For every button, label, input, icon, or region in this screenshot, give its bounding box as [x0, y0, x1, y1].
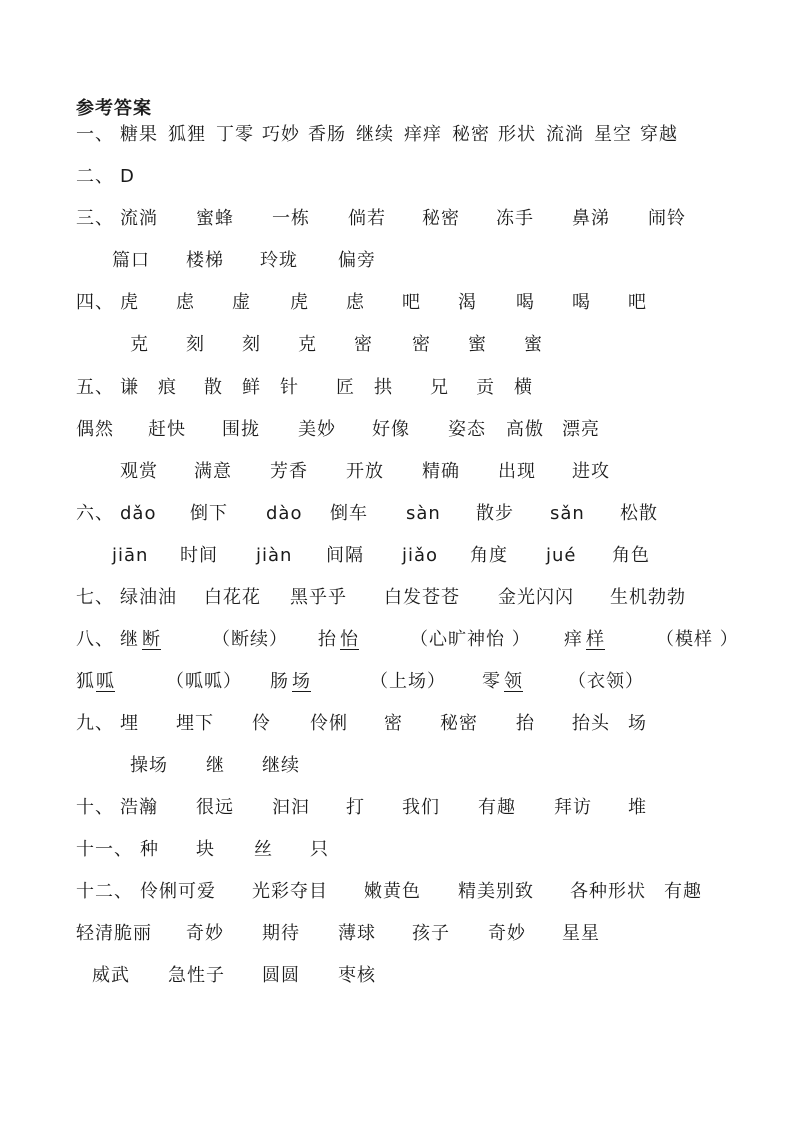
answer-word: 孩子: [412, 923, 450, 944]
answer-word: 场: [292, 671, 311, 692]
section-number: 八、: [76, 629, 114, 650]
answer-word: 继: [120, 629, 139, 650]
answer-word: 嫩黄色: [364, 881, 421, 902]
answer-word: 散步: [476, 503, 514, 524]
section-number: 十、: [76, 797, 114, 818]
answer-word: 横: [514, 377, 533, 398]
answer-word: 秘密: [440, 713, 478, 734]
answer-word: 薄球: [338, 923, 376, 944]
answer-line: [0, 205, 800, 233]
answer-word: 蜜: [524, 334, 543, 355]
answer-word: 只: [310, 839, 329, 860]
answer-word: 楼梯: [186, 250, 224, 271]
answer-word: 埋: [120, 713, 139, 734]
answer-line: [0, 794, 800, 822]
answer-line: [0, 416, 800, 444]
answer-word: 抬: [516, 713, 535, 734]
answer-word: 好像: [372, 419, 410, 440]
answer-word: 轻清脆丽: [76, 923, 152, 944]
answer-word: sàn: [406, 503, 441, 524]
answer-line: [0, 836, 800, 864]
answer-word: 狐狸: [168, 124, 206, 145]
answer-word: 有趣: [664, 881, 702, 902]
answer-word: 角色: [612, 545, 650, 566]
answer-word: 密: [354, 334, 373, 355]
answer-word: jué: [546, 545, 577, 566]
answer-word: 篇口: [112, 250, 150, 271]
answer-word: 继续: [262, 755, 300, 776]
answer-word: 秘密: [452, 124, 490, 145]
answer-word: 秘密: [422, 208, 460, 229]
answer-line: [0, 752, 800, 780]
answer-word: 抬头: [572, 713, 610, 734]
answer-word: 浩瀚: [120, 797, 158, 818]
answer-word: 肠: [270, 671, 289, 692]
answer-word: 场: [628, 713, 647, 734]
answer-word: 开放: [346, 461, 384, 482]
section-number: 七、: [76, 587, 114, 608]
answer-word: 蜜蜂: [196, 208, 234, 229]
answer-word: 吧: [402, 292, 421, 313]
answer-word: 刻: [242, 334, 261, 355]
answer-word: jiàn: [256, 545, 293, 566]
answer-word: 香肠: [308, 124, 346, 145]
answer-word: 金光闪闪: [498, 587, 574, 608]
section-number: 五、: [76, 377, 114, 398]
answer-word: 喝: [516, 292, 535, 313]
answer-word: 块: [196, 839, 215, 860]
answer-word: 角度: [470, 545, 508, 566]
answer-word: dào: [266, 503, 303, 524]
answer-word: 谦: [120, 377, 139, 398]
answer-word: 密: [412, 334, 431, 355]
answer-word: 打: [346, 797, 365, 818]
answer-word: 倒下: [190, 503, 228, 524]
answer-word: 时间: [180, 545, 218, 566]
answer-word: 操场: [130, 755, 168, 776]
answer-word: 汩汩: [272, 797, 310, 818]
answer-word: 密: [384, 713, 403, 734]
answer-word: 围拢: [222, 419, 260, 440]
section-number: 十一、: [76, 839, 133, 860]
answer-word: 渴: [458, 292, 477, 313]
answer-word: 伶: [252, 713, 271, 734]
answer-word: 鼻涕: [572, 208, 610, 229]
answer-word: 松散: [620, 503, 658, 524]
answer-word: 伶俐可爱: [140, 881, 216, 902]
section-number: 六、: [76, 503, 114, 524]
section-number: 一、: [76, 124, 114, 145]
answer-line: [0, 163, 800, 191]
answer-word: 黑乎乎: [290, 587, 347, 608]
answer-word: 领: [504, 671, 523, 692]
answer-word: dǎo: [120, 503, 157, 524]
answer-word: 虑: [346, 292, 365, 313]
answer-word: 怡: [340, 629, 359, 650]
answer-line: [0, 247, 800, 275]
answer-word: D: [120, 166, 135, 187]
answer-word: 姿态: [448, 419, 486, 440]
answer-word: 贡: [476, 377, 495, 398]
answer-word: 赶快: [148, 419, 186, 440]
answer-line: [0, 626, 800, 654]
answer-word: 芳香: [270, 461, 308, 482]
section-number: 九、: [76, 713, 114, 734]
section-number: 十二、: [76, 881, 133, 902]
answer-line: [0, 584, 800, 612]
answer-word: 散: [204, 377, 223, 398]
answer-word: 痒: [564, 629, 583, 650]
answer-word: 巧妙: [262, 124, 300, 145]
answer-word: 虎: [120, 292, 139, 313]
answer-word: 很远: [196, 797, 234, 818]
answer-word: 倘若: [348, 208, 386, 229]
answer-word: 克: [130, 334, 149, 355]
answer-line: [0, 878, 800, 906]
page-title: 参考答案: [76, 98, 152, 119]
answer-word: 生机勃勃: [610, 587, 686, 608]
answer-word: 圆圆: [262, 965, 300, 986]
answer-word: 精确: [422, 461, 460, 482]
answer-word: 种: [140, 839, 159, 860]
answer-word: 玲珑: [260, 250, 298, 271]
answer-word: （衣领）: [568, 671, 644, 692]
answer-word: 穿越: [640, 124, 678, 145]
answer-word: 虚: [232, 292, 251, 313]
answer-line: [0, 289, 800, 317]
answer-line: [0, 500, 800, 528]
answer-line: [0, 668, 800, 696]
answer-word: 流淌: [546, 124, 584, 145]
answer-word: 星星: [562, 923, 600, 944]
answer-word: 刻: [186, 334, 205, 355]
answer-word: 拜访: [554, 797, 592, 818]
answer-word: 奇妙: [186, 923, 224, 944]
answer-word: 各种形状: [570, 881, 646, 902]
section-number: 三、: [76, 208, 114, 229]
answer-word: 断: [142, 629, 161, 650]
answer-word: 光彩夺目: [252, 881, 328, 902]
answer-word: （断续）: [212, 629, 288, 650]
answer-word: 伶俐: [310, 713, 348, 734]
answer-word: 期待: [262, 923, 300, 944]
answer-word: 继续: [356, 124, 394, 145]
answer-line: [0, 458, 800, 486]
answer-line: [0, 920, 800, 948]
answer-word: 形状: [498, 124, 536, 145]
answer-word: 狐: [76, 671, 95, 692]
answer-word: 出现: [498, 461, 536, 482]
answer-word: 观赏: [120, 461, 158, 482]
answer-word: 我们: [402, 797, 440, 818]
answer-line: [0, 121, 800, 149]
answer-word: 蜜: [468, 334, 487, 355]
answer-word: 针: [280, 377, 299, 398]
answer-word: 进攻: [572, 461, 610, 482]
section-number: 二、: [76, 166, 114, 187]
answer-word: 白发苍苍: [384, 587, 460, 608]
answer-word: 流淌: [120, 208, 158, 229]
answer-line: [0, 374, 800, 402]
answer-word: 枣核: [338, 965, 376, 986]
answer-line: [0, 962, 800, 990]
answer-word: 冻手: [496, 208, 534, 229]
answer-word: 高傲: [506, 419, 544, 440]
answer-word: 糖果: [120, 124, 158, 145]
answer-word: 埋下: [176, 713, 214, 734]
answer-word: 痕: [158, 377, 177, 398]
answer-word: 偏旁: [338, 250, 376, 271]
answer-line: [0, 542, 800, 570]
answer-word: 零: [482, 671, 501, 692]
answer-word: （心旷神怡 ）: [410, 629, 531, 650]
answer-word: 有趣: [478, 797, 516, 818]
answer-word: 漂亮: [562, 419, 600, 440]
answer-word: 一栋: [272, 208, 310, 229]
answer-word: 抬: [318, 629, 337, 650]
answer-word: 威武: [92, 965, 130, 986]
answer-word: 样: [586, 629, 605, 650]
answer-word: sǎn: [550, 503, 585, 524]
answer-word: 匠: [336, 377, 355, 398]
answer-word: 绿油油: [120, 587, 177, 608]
answer-word: 喝: [572, 292, 591, 313]
answer-word: （模样 ）: [656, 629, 739, 650]
section-number: 四、: [76, 292, 114, 313]
answer-word: 兄: [430, 377, 449, 398]
answer-word: 吧: [628, 292, 647, 313]
answer-word: 克: [298, 334, 317, 355]
answer-word: 精美别致: [458, 881, 534, 902]
answer-word: 痒痒: [404, 124, 442, 145]
answer-word: 白花花: [204, 587, 261, 608]
answer-word: 奇妙: [488, 923, 526, 944]
answer-word: 丝: [254, 839, 273, 860]
answer-word: 星空: [594, 124, 632, 145]
answer-word: 鲜: [242, 377, 261, 398]
answer-word: 闹铃: [648, 208, 686, 229]
answer-word: 倒车: [330, 503, 368, 524]
answer-word: 满意: [194, 461, 232, 482]
answer-word: 美妙: [298, 419, 336, 440]
answer-word: 堆: [628, 797, 647, 818]
answer-line: [0, 710, 800, 738]
answer-word: jiǎo: [402, 545, 439, 566]
answer-word: 偶然: [76, 419, 114, 440]
answer-word: jiān: [112, 545, 149, 566]
answer-line: [0, 331, 800, 359]
answer-word: 急性子: [168, 965, 225, 986]
answer-word: 虑: [176, 292, 195, 313]
answer-word: 虎: [290, 292, 309, 313]
answer-word: 丁零: [216, 124, 254, 145]
answer-word: （呱呱）: [166, 671, 242, 692]
answer-word: 继: [206, 755, 225, 776]
answer-word: 呱: [96, 671, 115, 692]
answer-word: 间隔: [326, 545, 364, 566]
answer-word: （上场）: [370, 671, 446, 692]
answer-word: 拱: [374, 377, 393, 398]
